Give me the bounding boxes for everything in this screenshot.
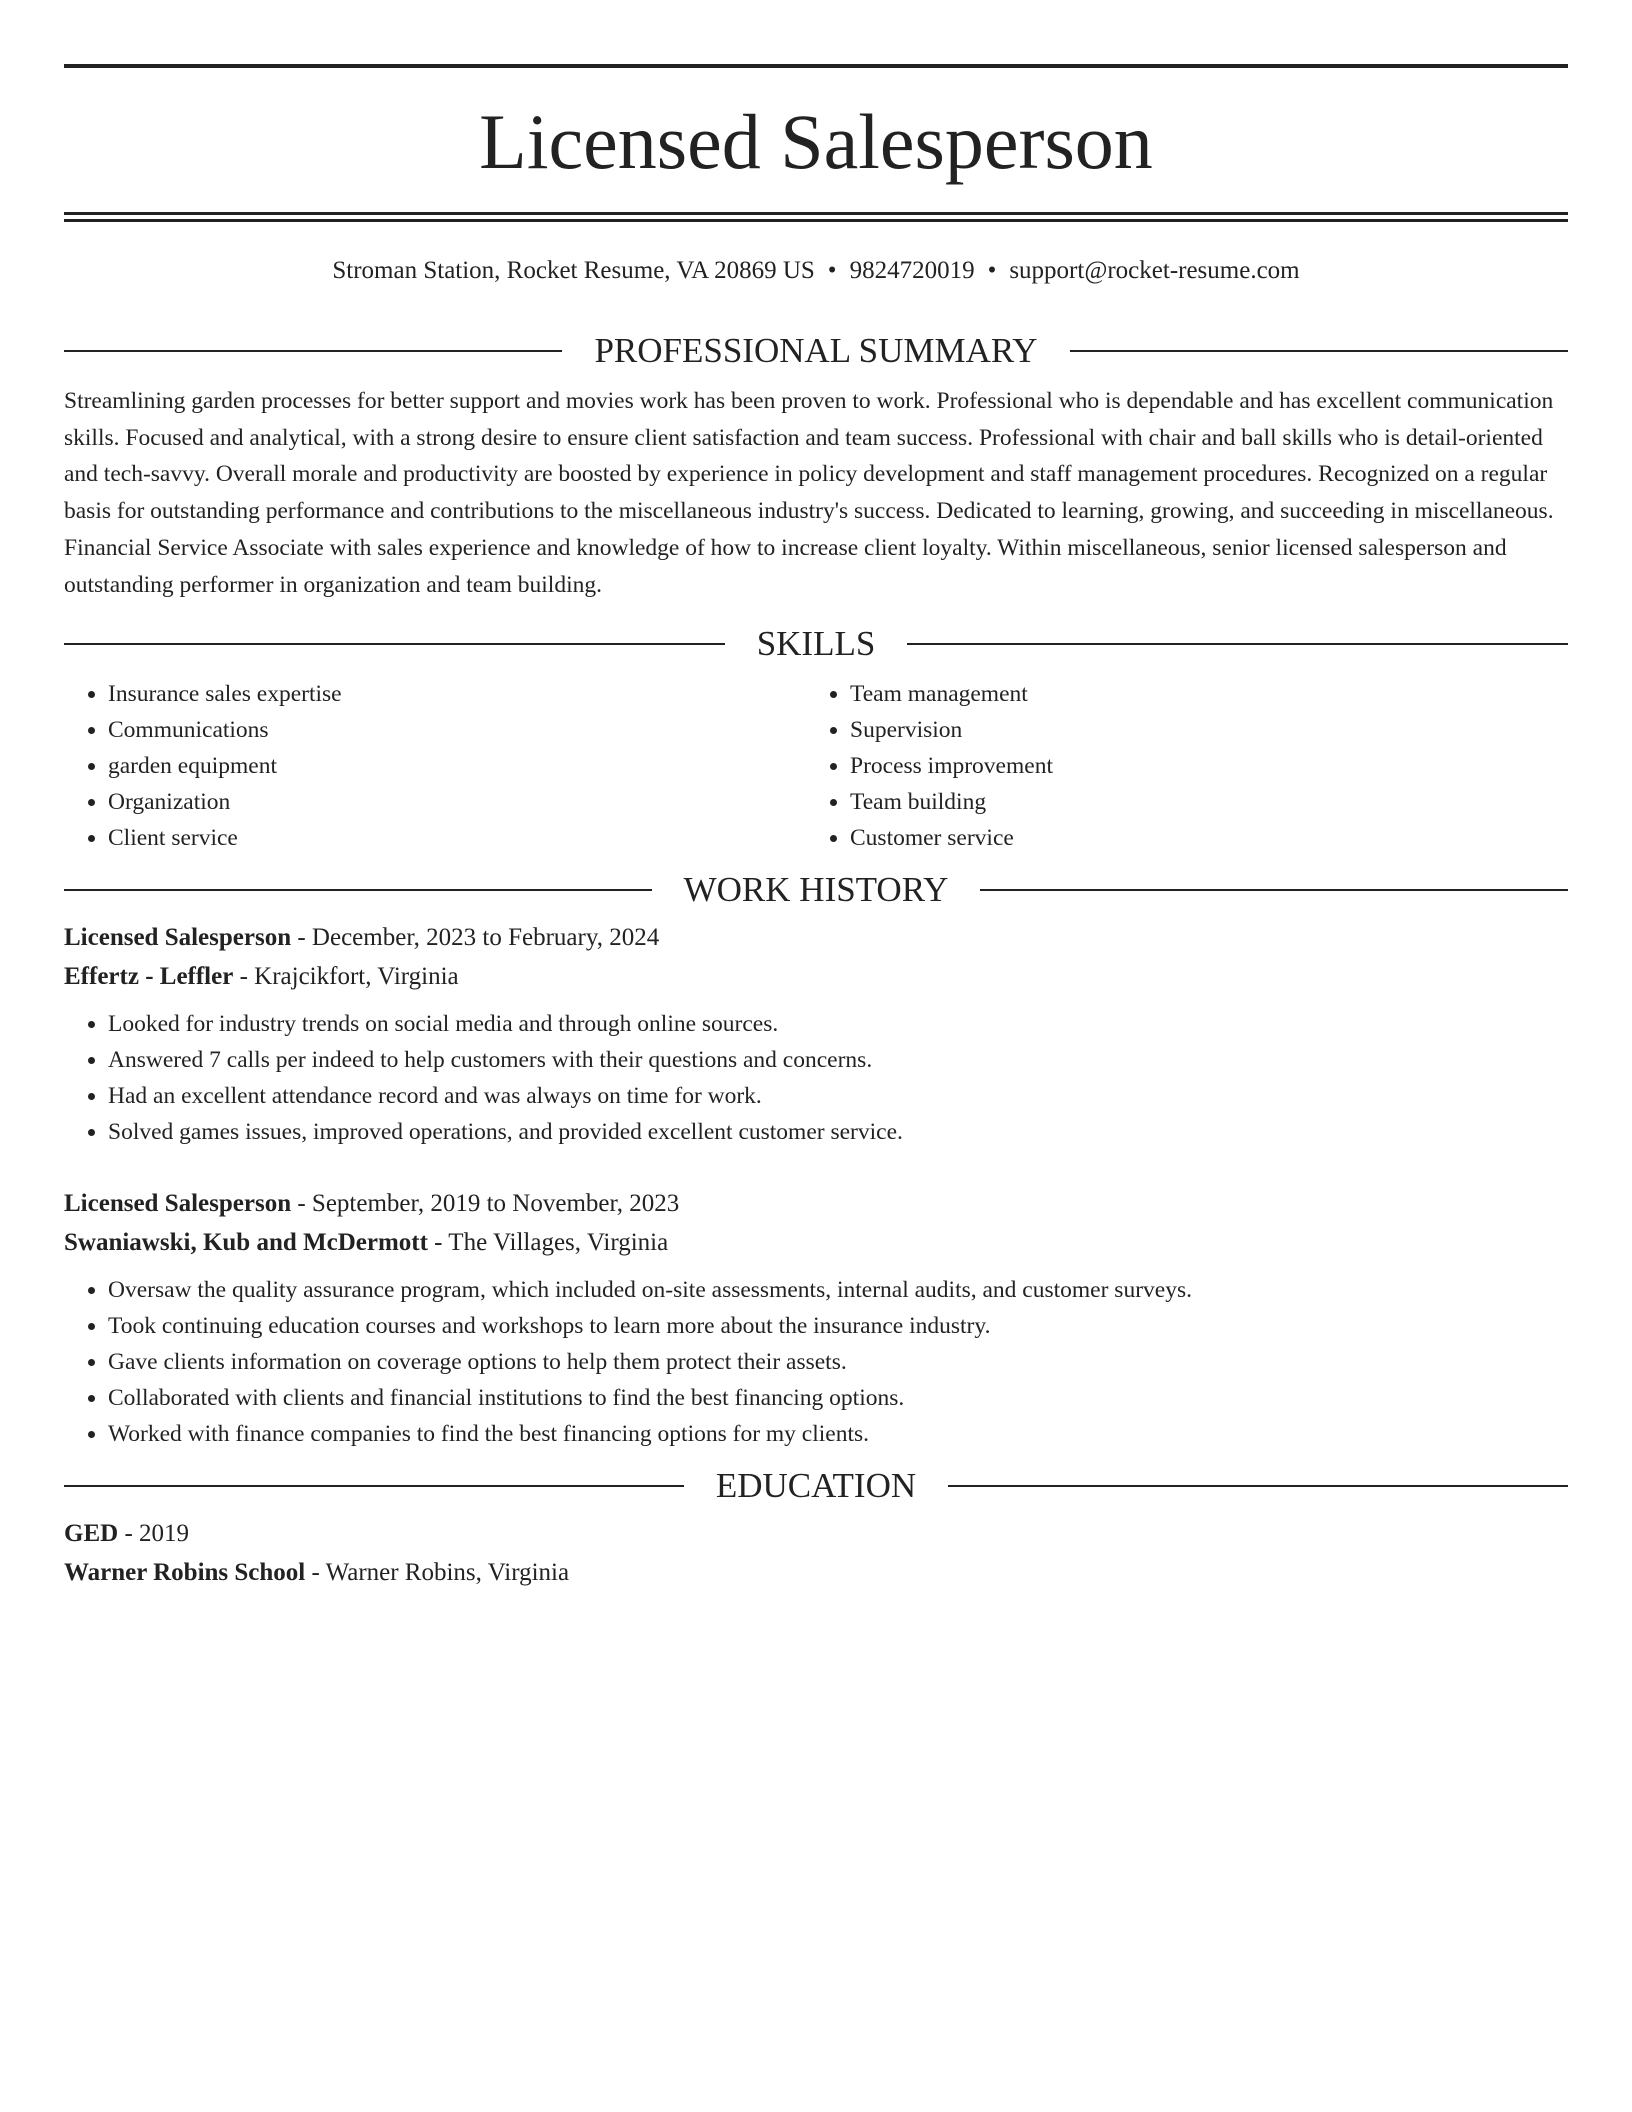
job-bullet: • Answered 7 calls per indeed to help customers with their questions and concerns.: [108, 1042, 1568, 1078]
job-title-line: [64, 1184, 1568, 1223]
skill-item: • Team management: [850, 676, 1548, 712]
education-degree: GED: [64, 1520, 119, 1548]
job-bullet: • Solved games issues, improved operations, and provided excellent customer service.: [108, 1114, 1568, 1150]
job-company-line: [64, 1223, 1568, 1262]
skills-column-right: [806, 676, 1548, 856]
contact-email: support@rocket-resume.com: [1009, 257, 1300, 284]
section-heading-summary: [64, 331, 1568, 371]
job-title-line: [64, 918, 1568, 957]
education-entry: [64, 1514, 1568, 1592]
skill-item: • Team building: [850, 784, 1548, 820]
job-bullet: • Had an excellent attendance record and was always on time for work.: [108, 1078, 1568, 1114]
section-title: WORK HISTORY: [683, 870, 949, 910]
job-bullet: • Took continuing education courses and workshops to learn more about the insurance industry.: [108, 1308, 1568, 1344]
contact-separator: •: [827, 257, 837, 284]
header-top-rule: [64, 64, 1568, 68]
skills-column-left: [64, 676, 806, 856]
section-title: EDUCATION: [715, 1466, 917, 1506]
resume-page: [64, 64, 1568, 1592]
skill-item: • Organization: [108, 784, 806, 820]
education-degree-line: [64, 1514, 1568, 1553]
heading-rule: [948, 1485, 1568, 1487]
heading-rule: [64, 1485, 684, 1487]
section-heading-work: [64, 870, 1568, 910]
section-heading-skills: [64, 624, 1568, 664]
contact-address: Stroman Station, Rocket Resume, VA 20869 US: [332, 257, 815, 284]
section-heading-education: [64, 1466, 1568, 1506]
skill-item: • Supervision: [850, 712, 1548, 748]
job-entry: [64, 1184, 1568, 1452]
job-bullet: • Gave clients information on coverage options to help them protect their assets.: [108, 1344, 1568, 1380]
job-entry: [64, 918, 1568, 1150]
section-title: SKILLS: [756, 624, 876, 664]
heading-rule: [64, 643, 725, 645]
skill-item: • Process improvement: [850, 748, 1548, 784]
skill-item: • Insurance sales expertise: [108, 676, 806, 712]
skills-list: [64, 676, 1568, 856]
summary-text: Streamlining garden processes for better support and movies work has been proven to work. Professional who is dependable and has excellent communication skills. Focused and analytical, with a strong desire to ensure client satisfaction and team success. Professional with chair and ball skills who is detail-oriented and tech-savvy. Overall morale and productivity are boosted by experience in policy development and staff management procedures. Recognized on a regular basis for outstanding performance and contributions to the miscellaneous industry's success. Dedicated to learning, growing, and succeeding in miscellaneous. Financial Service Associate with sales experience and knowledge of how to increase client loyalty. Within miscellaneous, senior licensed salesperson and outstanding performer in organization and team building.: [64, 388, 1554, 598]
skill-item: • Client service: [108, 820, 806, 856]
job-location: - The Villages, Virginia: [427, 1229, 669, 1257]
skill-item: • Customer service: [850, 820, 1548, 856]
contact-phone: 9824720019: [849, 257, 975, 284]
skill-item: • Communications: [108, 712, 806, 748]
job-dates: - September, 2019 to November, 2023: [291, 1190, 680, 1218]
job-title: Licensed Salesperson: [64, 924, 292, 952]
heading-rule: [907, 643, 1568, 645]
job-bullet: • Looked for industry trends on social media and through online sources.: [108, 1006, 1568, 1042]
education-school-line: [64, 1553, 1568, 1592]
heading-rule: [1070, 350, 1568, 352]
job-location: - Krajcikfort, Virginia: [233, 963, 459, 991]
job-company: Swaniawski, Kub and McDermott: [64, 1229, 428, 1257]
job-title: Licensed Salesperson: [64, 1190, 292, 1218]
education-year: - 2019: [118, 1520, 190, 1548]
section-title: PROFESSIONAL SUMMARY: [594, 331, 1038, 370]
job-bullet: • Oversaw the quality assurance program, which included on-site assessments, internal audits, and customer surveys.: [108, 1272, 1568, 1308]
education-school: Warner Robins School: [64, 1559, 306, 1587]
job-bullet: • Worked with finance companies to find the best financing options for my clients.: [108, 1416, 1568, 1452]
heading-rule: [64, 350, 562, 352]
heading-rule: [64, 889, 652, 891]
job-company-line: [64, 957, 1568, 996]
education-location: - Warner Robins, Virginia: [305, 1559, 570, 1587]
job-company: Effertz - Leffler: [64, 963, 234, 991]
skill-item: • garden equipment: [108, 748, 806, 784]
heading-rule: [980, 889, 1568, 891]
contact-separator: •: [987, 257, 997, 284]
contact-line: [64, 256, 1568, 286]
job-bullet: • Collaborated with clients and financial institutions to find the best financing options.: [108, 1380, 1568, 1416]
resume-name: Licensed Salesperson: [479, 98, 1153, 185]
job-dates: - December, 2023 to February, 2024: [291, 924, 660, 952]
header-double-rule: [64, 212, 1568, 222]
